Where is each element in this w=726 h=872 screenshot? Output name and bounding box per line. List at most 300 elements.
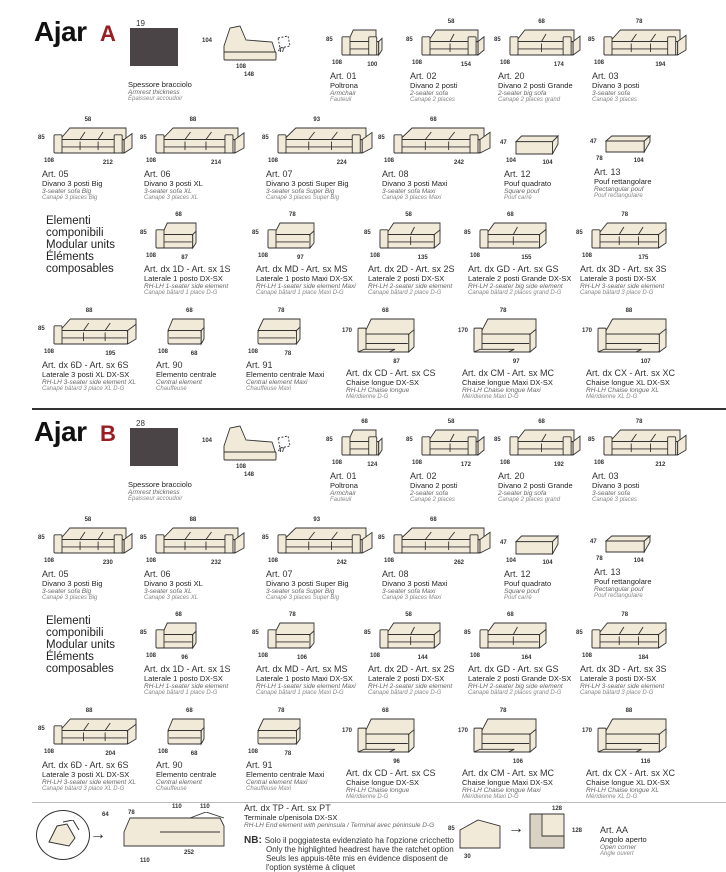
article-name-it: Laterale 2 posti DX-SX [368,274,445,283]
pt-dim-e: 252 [184,850,195,856]
article-name-fr: Canapé bâtard 2 places grand D-G [468,290,562,296]
article-name-fr: Pouf rectangulaire [594,593,643,599]
article-text [156,761,226,793]
dimension-top: 58 [447,19,455,25]
article-text [468,665,583,697]
dimension-height: 85 [38,725,45,732]
dimension-depth: 108 [248,749,259,755]
article-name-it: Divano 3 posti [592,81,640,90]
headrest-detail-drawing [43,820,83,850]
dimension-top: 78 [277,308,285,314]
article-text [246,761,326,793]
brand-name: Ajar [34,416,87,447]
dimension-top: 88 [85,308,93,314]
article-code: Art. dx CD - Art. sx CS [346,768,436,778]
article-name-fr: Canapé bâtard 2 places grand D-G [468,690,562,696]
article-name-en: Square pouf [504,188,540,195]
dimension-height: 85 [464,229,471,236]
sofa-drawing [266,621,316,651]
sofa-drawing [356,717,416,755]
article-code: Art. dx 1D - Art. sx 1S [144,264,231,274]
article-name-fr: Canapé 2 places [410,97,456,103]
article-name-it: Divano 2 posti [410,81,458,90]
dimension-height: 85 [494,436,501,443]
sofa-drawing [596,317,668,355]
article-code: Art. 20 [498,71,525,81]
dimension-width: 212 [655,462,666,468]
aa-name-en: Open corner [600,844,637,851]
article-name-en: Central element Maxi [246,779,308,786]
article-name-it: Divano 3 posti XL [144,179,203,188]
article-name-fr: Chauffeuse [156,786,187,792]
article-code: Art. dx 3D - Art. sx 3S [580,664,667,674]
dimension-top: 88 [189,117,197,123]
article-text [468,265,583,297]
article-code: Art. dx 2D - Art. sx 2S [368,264,455,274]
article-name-fr: Canapé bâtard 3 place XL D-G [42,386,125,392]
article-text [144,570,244,602]
article-text [42,170,142,202]
sofa-drawing [356,317,416,355]
article-code: Art. dx 3D - Art. sx 3S [580,264,667,274]
dimension-depth: 108 [146,158,157,164]
article-text [42,570,142,602]
dimension-top: 58 [84,517,92,523]
article-name-fr: Canapé bâtard 3 place D-G [580,690,654,696]
dimension-depth: 108 [258,653,269,659]
dimension-top: 78 [499,708,507,714]
dimension-depth: 108 [146,558,157,564]
pt-dim-a: 64 [102,812,109,818]
pt-name-en: RH-LH End element with peninsula / Terminal avec péninsule D-G [244,822,435,829]
article-name-it: Elemento centrale Maxi [246,770,325,779]
article-name-fr: Chauffeuse Maxi [246,786,292,792]
dimension-width: 106 [297,655,308,661]
article-name-it: Divano 3 posti Big [42,179,103,188]
dimension-height: 85 [364,629,371,636]
article-code: Art. 03 [592,471,619,481]
dimension-height: 85 [262,134,269,141]
dimension-depth: 108 [384,158,395,164]
sofa-drawing [478,621,548,651]
dimension-depth: 108 [384,558,395,564]
article-text [504,170,574,202]
article-text [592,72,692,104]
dimension-height: 47 [500,539,507,546]
dimension-top: 58 [405,212,412,218]
article-name-en: RH-LH 3-seater side element [580,283,665,290]
article-name-en: 3-seater sofa Super Big [266,188,335,195]
dimension-height: 85 [576,629,583,636]
article-text [498,72,598,104]
article-text [594,168,674,200]
sofa-drawing [52,526,134,556]
dimension-top: 58 [84,117,92,123]
dimension-height: 85 [38,534,45,541]
article-name-en: Rectangular pouf [594,186,644,193]
dimension-depth: 108 [332,460,343,466]
article-text [144,665,259,697]
sofa-drawing [52,717,138,747]
article-code: Art. 90 [156,760,183,770]
article-name-fr: Méridienne D-G [346,394,389,400]
sofa-drawing [154,221,198,251]
corner-drawing [458,816,502,850]
article-name-it: Divano 3 posti Maxi [382,179,448,188]
dimension-top: 68 [430,117,437,123]
article-name-en: Central element [156,379,202,386]
note-label: NB: [244,835,262,846]
dimension-height: 85 [378,534,385,541]
modular-title-line: Éléments [46,651,94,663]
pt-dim-b: 78 [128,810,135,816]
dimension-height: 85 [576,229,583,236]
dimension-top: 68 [507,212,514,218]
dimension-width: 106 [512,759,523,765]
dimension-top: 78 [635,419,643,425]
article-text [144,170,244,202]
peninsula-text [244,804,444,829]
sofa-drawing [590,221,668,251]
article-name-it: Chaise longue XL DX-SX [586,378,670,387]
article-name-en: RH-LH 2-seater side element [368,683,453,690]
modular-title-line: componibili [46,627,104,639]
article-text [256,665,376,697]
dimension-width: 104 [633,158,644,164]
sofa-drawing [392,526,492,556]
sofa-drawing [508,428,582,458]
article-name-en: RH-LH 1-seater side element [144,283,229,290]
pt-code: Art. dx TP - Art. sx PT [244,803,331,813]
article-name-fr: Canapé bâtard 2 place D-G [368,690,442,696]
article-name-fr: Méridienne XL D-G [586,794,638,800]
dimension-width: 97 [512,359,520,365]
note-it: Solo il poggiatesta evidenziato ha l'opzione cricchetto [264,836,454,845]
dimension-height: 170 [458,328,469,335]
modular-title-line: Elementi [46,215,91,227]
article-code: Art. 01 [330,71,357,81]
dimension-height: 170 [458,728,469,735]
dimension-depth: 108 [370,253,381,259]
sofa-drawing [420,28,486,58]
modular-title-line: componibili [46,227,104,239]
dimension-top: 88 [625,308,633,314]
article-name-en: Rectangular pouf [594,586,644,593]
sofa-drawing [154,126,246,156]
sofa-drawing [378,621,442,651]
dimension-width: 96 [181,655,188,661]
dimension-top: 58 [447,419,455,425]
article-name-fr: Canapé bâtard 1 place D-G [144,690,218,696]
armrest-width: 28 [136,419,145,428]
pt-dim-d: 110 [200,804,210,810]
sofa-drawing [266,221,316,251]
dimension-width: 135 [417,255,428,261]
article-name-it: Divano 3 posti [592,481,640,490]
dimension-width: 262 [454,560,465,566]
article-name-it: Laterale 1 posto DX-SX [144,674,223,683]
article-name-fr: Fauteuil [330,497,352,503]
article-text [266,570,366,602]
article-name-fr: Canapé 2 places [410,497,456,503]
sofa-drawing [604,134,652,154]
article-name-en: RH-LH 1-seater side element Maxi [256,283,356,290]
dimension-height: 85 [364,229,371,236]
article-name-fr: Pouf rectangulaire [594,193,643,199]
article-name-fr: Canapé 3 places Maxi [382,595,442,601]
article-code: Art. dx CX - Art. sx XC [586,368,676,378]
aa-dim-a: 128 [552,806,563,812]
article-name-en: 3-seater sofa XL [144,188,192,195]
headrest-profile-drawing [216,424,296,468]
aa-dim-b: 128 [572,828,583,834]
dimension-depth: 108 [44,558,55,564]
dimension-top: 68 [382,308,389,314]
dimension-width: 154 [460,62,471,68]
aa-dim-c: 85 [448,826,455,832]
article-code: Art. dx CM - Art. sx MC [462,768,555,778]
article-name-it: Divano 3 posti Big [42,579,103,588]
dimension-height: 85 [252,629,259,636]
dimension-height: 85 [38,325,45,332]
article-name-en: 3-seater sofa Maxi [382,188,436,195]
profile-height: 104 [202,438,213,444]
article-name-it: Elemento centrale [156,770,217,779]
armrest-caption [128,480,208,503]
dimension-top: 88 [625,708,633,714]
article-name-it: Laterale 3 posti DX-SX [580,274,657,283]
article-code: Art. 01 [330,471,357,481]
article-name-fr: Pouf carré [504,195,532,201]
article-name-it: Pouf quadrato [504,179,552,188]
dimension-depth: 108 [44,349,55,355]
dimension-depth: 108 [44,158,55,164]
article-text [462,369,572,401]
article-name-fr: Canapé 3 places [592,97,638,103]
article-name-fr: Canapé bâtard 3 place D-G [580,290,654,296]
article-name-fr: Canapé 3 places Maxi [382,195,442,201]
article-code: Art. 02 [410,71,437,81]
article-text [594,568,674,600]
article-name-en: RH-LH 3-seater side element [580,683,665,690]
article-name-it: Laterale 3 posti XL DX-SX [42,770,130,779]
armrest-label-en: Armrest thickness [128,89,180,96]
profile-width1: 108 [236,64,247,70]
article-name-it: Chaise longue DX-SX [346,378,419,387]
dimension-width: 192 [553,462,564,468]
dimension-height: 85 [262,534,269,541]
dimension-width: 97 [297,255,304,261]
article-text [382,570,492,602]
article-name-en: 2-seater big sofa [498,90,547,97]
dimension-depth: 108 [146,253,157,259]
dimension-height: 85 [378,134,385,141]
article-name-fr: Fauteuil [330,97,352,103]
dimension-top: 68 [538,419,545,425]
detail-circle [36,810,90,860]
sofa-drawing [52,126,134,156]
sofa-drawing [340,28,384,58]
article-code: Art. dx MD - Art. sx MS [256,664,348,674]
article-name-en: 3-seater sofa [592,90,630,97]
dimension-width: 164 [521,655,532,661]
dimension-depth: 108 [470,253,481,259]
dimension-width: 68 [190,751,198,757]
dimension-height: 170 [582,328,593,335]
dimension-height: 170 [342,328,353,335]
dimension-width: 68 [190,351,198,357]
article-text [42,761,142,793]
article-name-it: Chaise longue XL DX-SX [586,778,670,787]
article-name-it: Poltrona [330,81,358,90]
article-code: Art. dx GD - Art. sx GS [468,664,559,674]
article-code: Art. dx CX - Art. sx XC [586,768,676,778]
article-code: Art. dx 6D - Art. sx 6S [42,760,129,770]
sofa-drawing [478,221,548,251]
dimension-width: 78 [284,751,292,757]
dimension-width: 232 [211,560,222,566]
dimension-depth: 108 [582,253,593,259]
dimension-height: 85 [140,134,147,141]
dimension-height: 85 [494,36,501,43]
dimension-width: 107 [640,359,651,365]
dimension-width: 175 [638,255,649,261]
dimension-depth: 108 [594,460,605,466]
article-name-fr: Pouf carré [504,595,532,601]
dimension-height: 85 [140,534,147,541]
dimension-height: 170 [342,728,353,735]
article-name-it: Laterale 2 posti Grande DX-SX [468,674,572,683]
dimension-width: 195 [105,351,116,357]
article-name-fr: Méridienne XL D-G [586,394,638,400]
article-name-en: Central element [156,779,202,786]
dimension-width: 104 [542,160,553,166]
dimension-width: 224 [336,160,347,166]
article-code: Art. 05 [42,569,69,579]
article-name-en: Armchair [330,490,357,497]
dimension-width: 96 [393,759,400,765]
article-name-en: 3-seater sofa [592,490,630,497]
brand-name: Ajar [34,16,87,47]
article-name-en: Square pouf [504,588,540,595]
dimension-height: 47 [590,539,597,545]
modular-units-title [46,215,146,275]
article-name-en: 3-seater sofa Big [42,588,92,595]
article-name-it: Laterale 3 posti XL DX-SX [42,370,130,379]
article-text [346,369,451,401]
article-name-it: Pouf quadrato [504,579,552,588]
armrest-label-en: Armrest thickness [128,489,180,496]
sofa-drawing [154,621,198,651]
version-letter: B [100,421,116,446]
article-name-fr: Canapé 3 places Super Big [266,595,340,601]
dimension-width: 87 [393,359,400,365]
dimension-top: 68 [507,612,514,618]
article-name-en: Armchair [330,90,357,97]
dimension-top: 78 [635,19,643,25]
article-name-it: Elemento centrale [156,370,217,379]
profile-height: 104 [202,38,213,44]
dimension-depth: 78 [596,556,603,562]
article-text [498,472,598,504]
article-name-it: Elemento centrale Maxi [246,370,325,379]
dimension-top: 68 [175,212,182,218]
dimension-top: 93 [313,117,321,123]
article-name-fr: Canapé 2 places grand [498,97,561,103]
section-divider [32,408,726,410]
dimension-height: 85 [140,229,147,236]
dimension-width: 212 [102,160,113,166]
dimension-width: 230 [102,560,113,566]
armrest-label-fr: Épaisseur accoudoir [128,496,183,502]
dimension-top: 88 [189,517,197,523]
modular-title-line: composables [46,663,114,675]
sofa-drawing [166,717,206,747]
sofa-drawing [604,534,652,554]
dimension-depth: 108 [370,653,381,659]
dimension-height: 47 [500,139,507,146]
profile-depth: 47 [278,448,285,454]
profile-width1: 108 [236,464,247,470]
armrest-swatch [130,428,178,466]
sofa-drawing [602,428,688,458]
dimension-top: 68 [186,708,193,714]
dimension-top: 93 [313,517,321,523]
article-name-en: 3-seater sofa Super Big [266,588,335,595]
article-name-en: 3-seater sofa XL [144,588,192,595]
corner-item [448,806,598,864]
article-text [346,769,451,801]
article-text [382,170,492,202]
dimension-height: 85 [464,629,471,636]
pt-name-it: Terminale c/penisola DX-SX [244,813,338,822]
sofa-drawing [256,317,302,347]
modular-title-line: Modular units [46,239,116,251]
article-name-en: 3-seater sofa Big [42,188,92,195]
dimension-width: 144 [417,655,428,661]
dimension-top: 68 [175,612,182,618]
sofa-drawing [472,317,538,355]
article-code: Art. dx 6D - Art. sx 6S [42,360,129,370]
article-name-en: RH-LH 2-seater side element [368,283,453,290]
article-text [330,72,410,104]
dimension-top: 78 [621,612,629,618]
armrest-swatch [130,28,178,66]
arrow-right-icon: → [508,820,524,837]
article-text [368,665,473,697]
article-name-en: RH-LH Chaise longue [346,387,410,394]
article-text [144,265,259,297]
article-code: Art. dx GD - Art. sx GS [468,264,559,274]
article-name-it: Laterale 1 posto Maxi DX-SX [256,674,353,683]
dimension-depth: 108 [248,349,259,355]
article-name-fr: Canapé 3 places Super Big [266,195,340,201]
dimension-height: 47 [590,139,597,145]
dimension-depth: 108 [158,749,169,755]
article-text [504,570,574,602]
article-text [266,170,366,202]
sofa-drawing [154,526,246,556]
sofa-drawing [256,717,302,747]
article-code: Art. 91 [246,760,273,770]
dimension-width: 87 [181,255,188,261]
dimension-top: 78 [289,212,296,218]
dimension-depth: 108 [44,749,55,755]
dimension-depth: 108 [146,653,157,659]
dimension-width: 124 [367,462,378,468]
note-fr: Seuls les appuis-tête mis en évidence disposent de l'option système à cliquet [266,854,448,872]
sofa-drawing [378,221,442,251]
